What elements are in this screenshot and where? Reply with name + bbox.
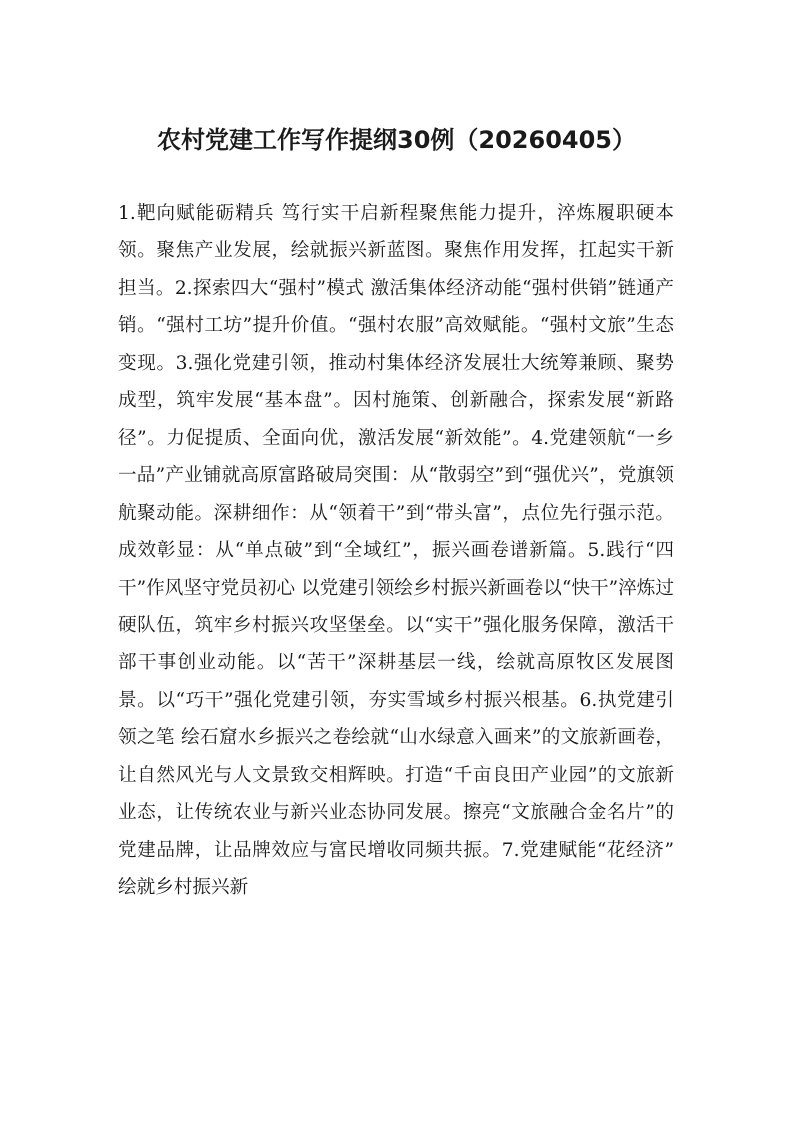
document-body-paragraph: 1.靶向赋能砺精兵 笃行实干启新程聚焦能力提升，淬炼履职硬本领。聚焦产业发展，绘就振兴新蓝图。聚焦作用发挥，扛起实干新担当。2.探索四大“强村”模式 激活集体经济动能“强村供销”链通产销。“强村工坊”提升价值。“强村农服”高效赋能。“强村文旅”生态变现。3.强化党建引领，推动村集体经济发展壮大统筹兼顾、聚势成型，筑牢发展“基本盘”。因村施策、创新融合，探索发展“新路径”。力促提质、全面向优，激活发展“新效能”。4.党建领航“一乡一品”产业铺就高原富路破局突围：从“散弱空”到“强优兴”，党旗领航聚动能。深耕细作：从“领着干”到“带头富”，点位先行强示范。成效彰显：从“单点破”到“全域红”，振兴画卷谱新篇。5.践行“四干”作风坚守党员初心 以党建引领绘乡村振兴新画卷以“快干”淬炼过硬队伍，筑牢乡村振兴攻坚堡垒。以“实干”强化服务保障，激活干部干事创业动能。以“苦干”深耕基层一线，绘就高原牧区发展图景。以“巧干”强化党建引领，夯实雪域乡村振兴根基。6.执党建引领之笔 绘石窟水乡振兴之卷绘就“山水绿意入画来”的文旅新画卷，让自然风光与人文景致交相辉映。打造“千亩良田产业园”的文旅新业态，让传统农业与新兴业态协同发展。擦亮“文旅融合金名片”的党建品牌，让品牌效应与富民增收同频共振。7.党建赋能“花经济” 绘就乡村振兴新 bbox=[118, 203, 674, 899]
document-title: 农村党建工作写作提纲30例（20260405） bbox=[157, 126, 636, 154]
